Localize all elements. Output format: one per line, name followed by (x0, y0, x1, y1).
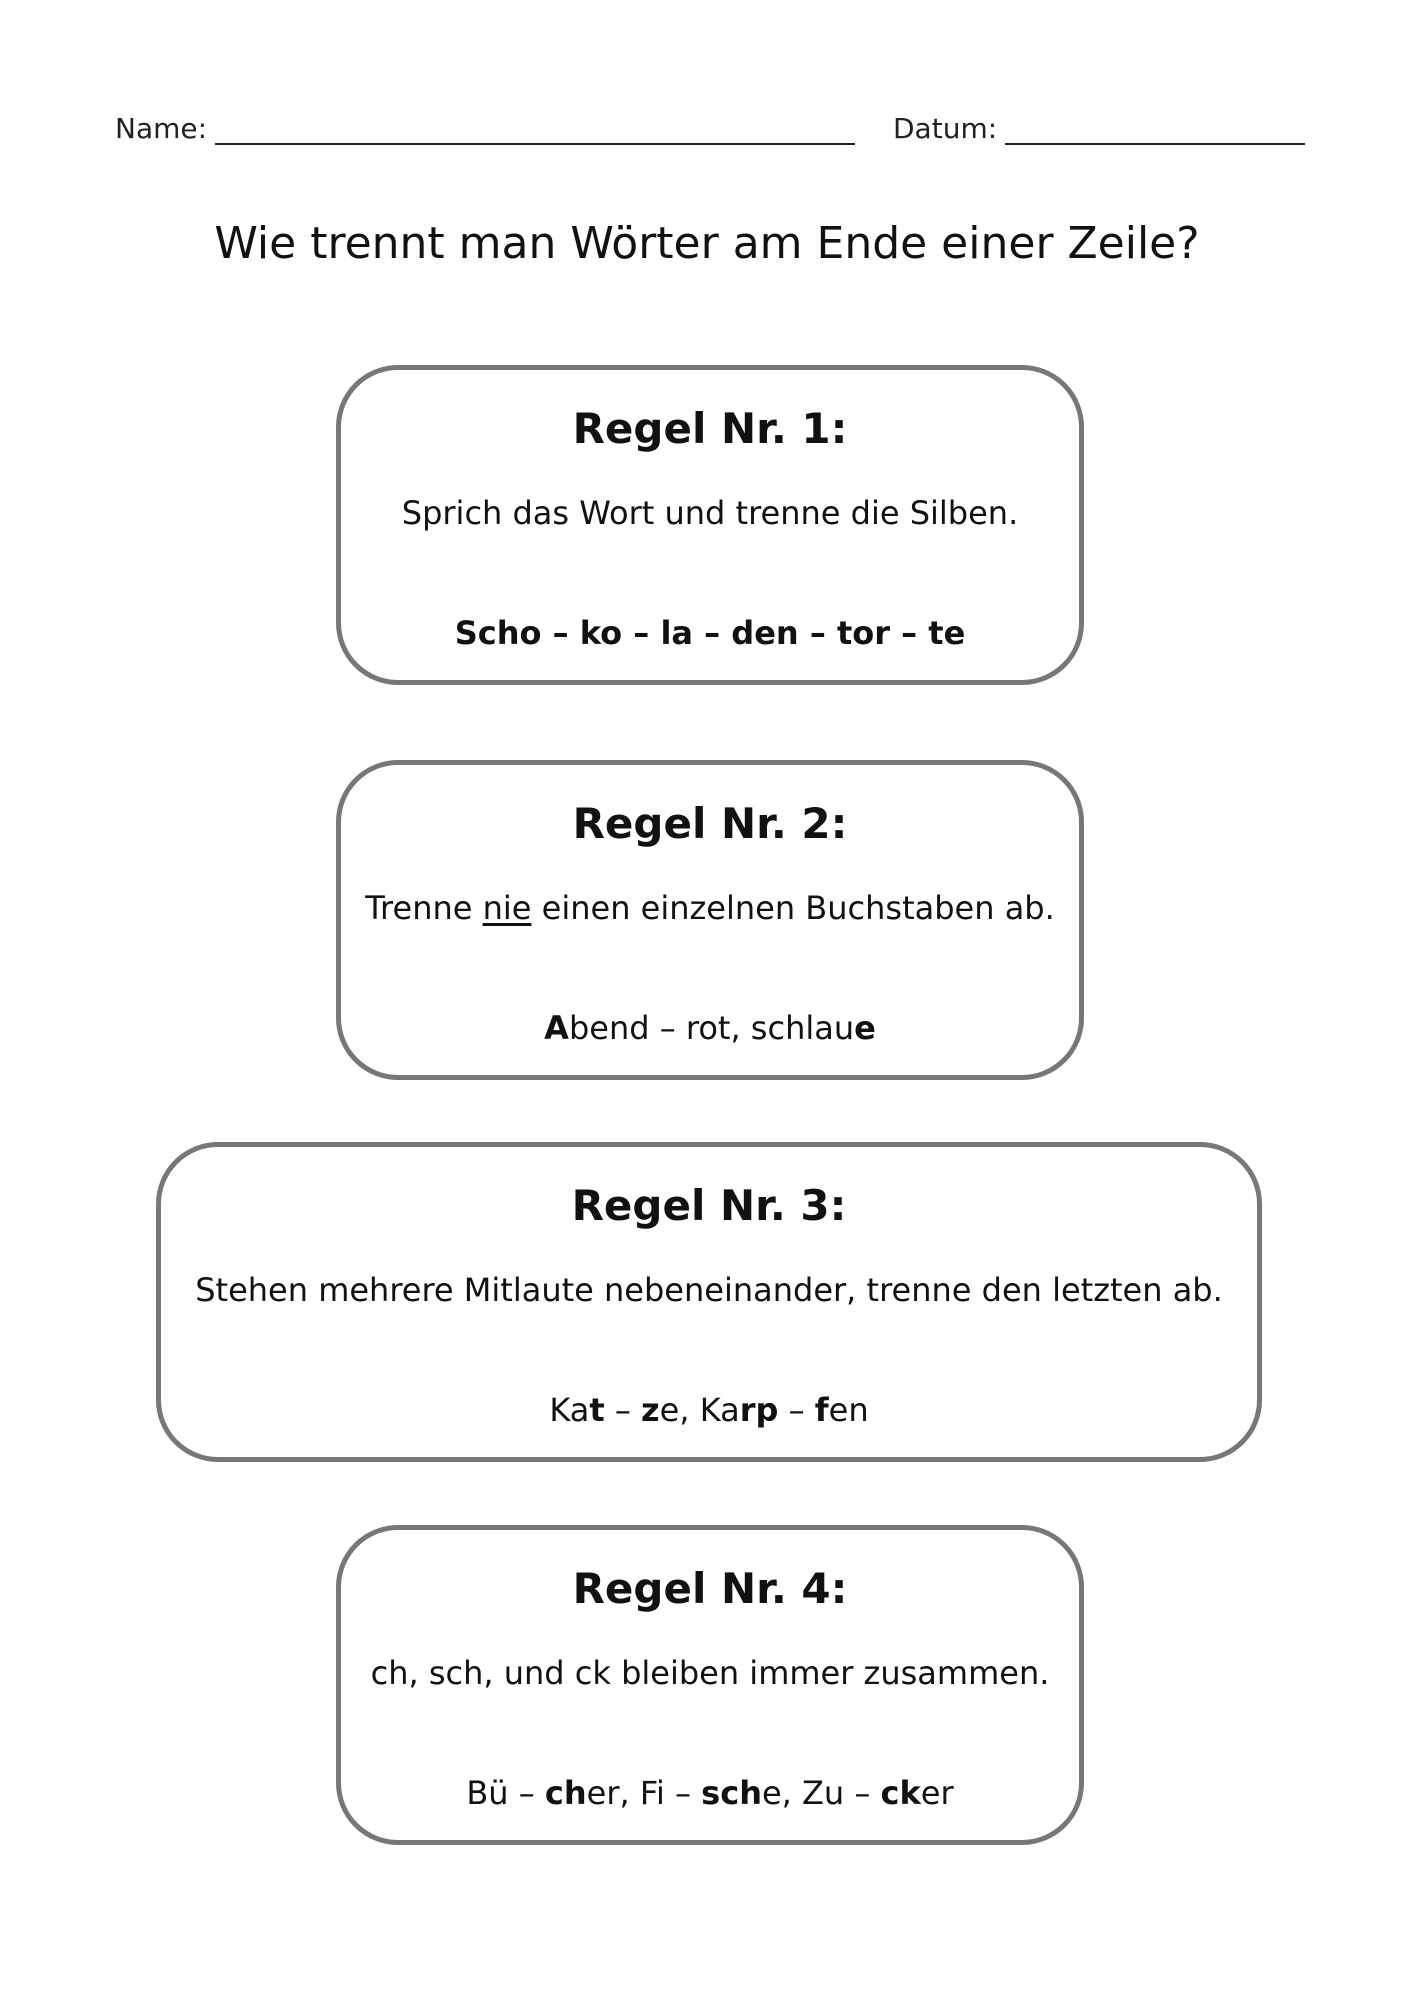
example-text: en (828, 1391, 869, 1429)
highlighted-letters: ch (544, 1774, 587, 1812)
underlined-word: nie (482, 889, 532, 927)
highlighted-letters: ck (880, 1774, 921, 1812)
highlighted-letters: sch (701, 1774, 762, 1812)
rule-heading: Regel Nr. 3: (571, 1181, 847, 1230)
rule-example (341, 1009, 1079, 1047)
highlighted-letter: t (589, 1391, 605, 1429)
name-blank-line[interactable] (215, 117, 855, 145)
date-blank-line[interactable] (1005, 117, 1305, 145)
example-text: bend – rot, schlau (568, 1009, 855, 1047)
rule-card-3 (156, 1142, 1262, 1462)
rule-text: ch, sch, und ck bleiben immer zusammen. (370, 1654, 1050, 1692)
rule-text: Sprich das Wort und trenne die Silben. (401, 494, 1019, 532)
date-field (893, 112, 1305, 145)
rule-text (341, 889, 1079, 927)
rule-card-4 (336, 1525, 1084, 1845)
rule-heading: Regel Nr. 4: (572, 1564, 848, 1613)
highlighted-letter: e (854, 1009, 876, 1047)
highlighted-letters: rp (739, 1391, 779, 1429)
rule-example: Scho – ko – la – den – tor – te (454, 614, 966, 652)
name-label: Name: (115, 112, 208, 145)
example-text: – (604, 1391, 642, 1429)
example-text: e, Zu – (761, 1774, 881, 1812)
highlighted-letter: z (641, 1391, 660, 1429)
example-text: e, Ka (659, 1391, 740, 1429)
rule-example (341, 1774, 1079, 1812)
rule-example (161, 1391, 1257, 1429)
worksheet-title: Wie trennt man Wörter am Ende einer Zeile? (214, 218, 1200, 269)
example-text: er, Fi – (586, 1774, 702, 1812)
highlighted-letter: f (814, 1391, 829, 1429)
rule-card-2 (336, 760, 1084, 1080)
rule-text-part: Trenne (365, 889, 483, 927)
rule-heading: Regel Nr. 1: (572, 404, 848, 453)
rule-heading: Regel Nr. 2: (572, 799, 848, 848)
name-field (115, 112, 855, 145)
example-text: – (778, 1391, 815, 1429)
example-text: er (920, 1774, 954, 1812)
rule-text-part: einen einzelnen Buchstaben ab. (531, 889, 1055, 927)
rule-card-1 (336, 365, 1084, 685)
rule-text: Stehen mehrere Mitlaute nebeneinander, trenne den letzten ab. (195, 1271, 1223, 1309)
date-label: Datum: (893, 112, 998, 145)
example-text: Ka (549, 1391, 590, 1429)
highlighted-letter: A (544, 1009, 569, 1047)
example-text: Bü – (466, 1774, 545, 1812)
